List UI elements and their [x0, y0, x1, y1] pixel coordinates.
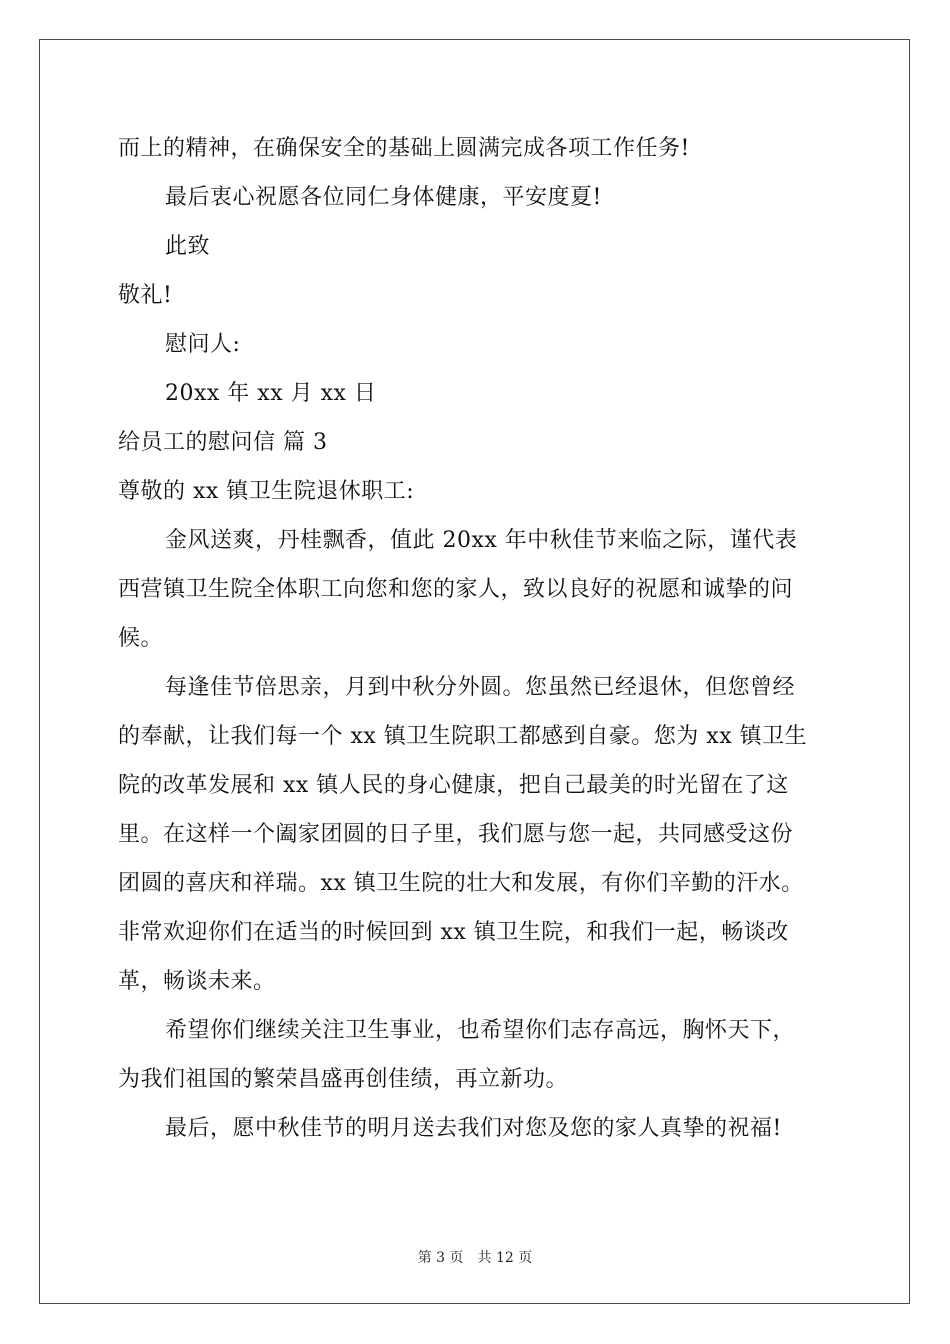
text-line: 里。在这样一个阖家团圆的日子里，我们愿与您一起，共同感受这份: [118, 822, 794, 847]
text-line: 候。: [118, 626, 164, 651]
date-line: 20xx 年 xx 月 xx 日: [165, 381, 377, 406]
page-number-current: 第 3 页: [417, 1250, 464, 1266]
text-line: 最后衷心祝愿各位同仁身体健康，平安度夏!: [165, 185, 602, 210]
text-line: 的奉献，让我们每一个 xx 镇卫生院职工都感到自豪。您为 xx 镇卫生: [118, 724, 808, 749]
section-title: 给员工的慰问信 篇 3: [118, 430, 328, 455]
salutation-closing: 此致: [165, 234, 211, 259]
text-line: 为我们祖国的繁荣昌盛再创佳绩，再立新功。: [118, 1067, 569, 1092]
addressee: 尊敬的 xx 镇卫生院退休职工:: [118, 479, 415, 504]
text-line: 最后，愿中秋佳节的明月送去我们对您及您的家人真挚的祝福!: [165, 1116, 782, 1141]
text-line: 团圆的喜庆和祥瑞。xx 镇卫生院的壮大和发展，有你们辛勤的汗水。: [118, 871, 804, 896]
document-body: [118, 124, 838, 1153]
text-line: 革，畅谈未来。: [118, 969, 276, 994]
text-line: 西营镇卫生院全体职工向您和您的家人，致以良好的祝愿和诚挚的问: [118, 577, 794, 602]
page-footer: [0, 1247, 950, 1267]
signer-label: 慰问人:: [165, 332, 241, 357]
text-line: 非常欢迎你们在适当的时候回到 xx 镇卫生院，和我们一起，畅谈改: [118, 920, 789, 945]
salutation-respect: 敬礼!: [118, 283, 173, 308]
text-line: 院的改革发展和 xx 镇人民的身心健康，把自己最美的时光留在了这: [118, 773, 789, 798]
text-line: 金风送爽，丹桂飘香，值此 20xx 年中秋佳节来临之际，谨代表: [165, 528, 798, 553]
page-number-total: 共 12 页: [477, 1250, 533, 1266]
text-line: 而上的精神，在确保安全的基础上圆满完成各项工作任务!: [118, 136, 690, 161]
text-line: 每逢佳节倍思亲，月到中秋分外圆。您虽然已经退休，但您曾经: [165, 675, 796, 700]
text-line: 希望你们继续关注卫生事业，也希望你们志存高远，胸怀天下，: [165, 1018, 796, 1043]
